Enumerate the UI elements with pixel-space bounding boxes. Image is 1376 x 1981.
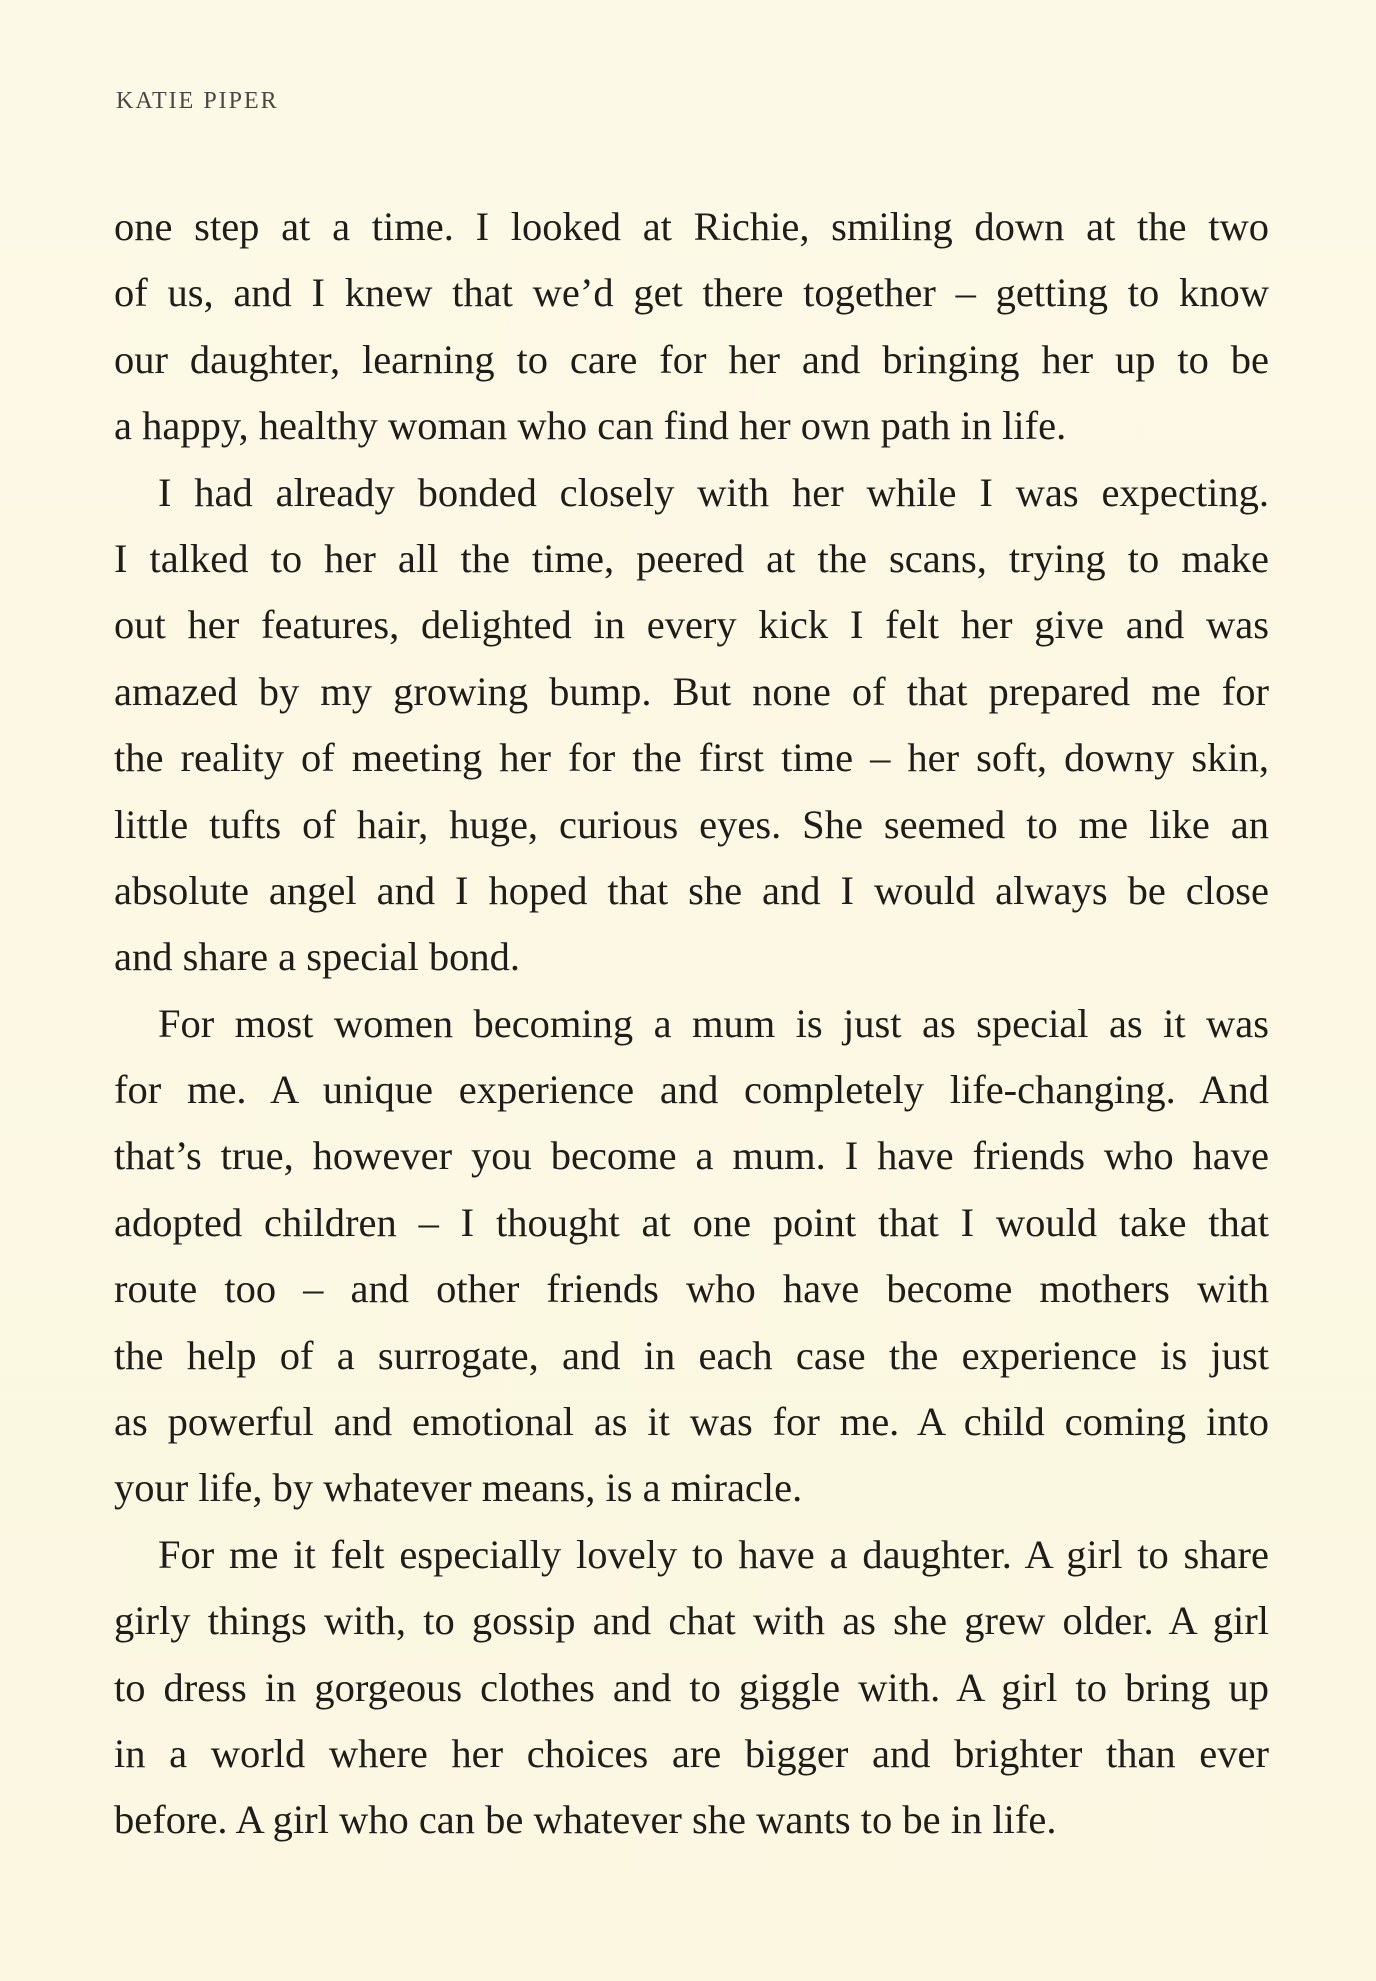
paragraph bbox=[114, 1522, 1269, 1854]
text-line: out her features, delighted in every kick I felt her give and was bbox=[114, 602, 1269, 648]
text-line: of us, and I knew that we’d get there together – getting to know bbox=[114, 270, 1269, 316]
text-line: and share a special bond. bbox=[114, 934, 520, 980]
text-line: adopted children – I thought at one point that I would take that bbox=[114, 1199, 1269, 1245]
text-line: before. A girl who can be whatever she wants to be in life. bbox=[114, 1797, 1057, 1843]
text-line: in a world where her choices are bigger and brighter than ever bbox=[114, 1730, 1269, 1776]
text-line: amazed by my growing bump. But none of that prepared me for bbox=[114, 668, 1269, 714]
text-line: For most women becoming a mum is just as special as it was bbox=[158, 1000, 1269, 1046]
text-line: that’s true, however you become a mum. I have friends who have bbox=[114, 1133, 1269, 1179]
text-line: a happy, healthy woman who can find her own path in life. bbox=[114, 403, 1067, 449]
paragraph bbox=[114, 460, 1269, 991]
text-line: as powerful and emotional as it was for me. A child coming into bbox=[114, 1399, 1269, 1445]
text-line: absolute angel and I hoped that she and I would always be close bbox=[114, 867, 1269, 913]
body-text bbox=[114, 194, 1269, 1854]
paragraph bbox=[114, 991, 1269, 1522]
text-line: route too – and other friends who have become mothers with bbox=[114, 1266, 1269, 1312]
text-line: little tufts of hair, huge, curious eyes. She seemed to me like an bbox=[114, 801, 1269, 847]
text-line: our daughter, learning to care for her and bringing her up to be bbox=[114, 336, 1269, 382]
running-head: KATIE PIPER bbox=[116, 88, 279, 114]
text-line: For me it felt especially lovely to have a daughter. A girl to share bbox=[158, 1531, 1269, 1577]
text-line: I had already bonded closely with her while I was expecting. bbox=[158, 469, 1269, 515]
text-line: I talked to her all the time, peered at the scans, trying to make bbox=[114, 535, 1269, 581]
text-line: for me. A unique experience and completely life-changing. And bbox=[114, 1067, 1269, 1113]
text-line: the reality of meeting her for the first time – her soft, downy skin, bbox=[114, 735, 1269, 781]
text-line: girly things with, to gossip and chat with as she grew older. A girl bbox=[114, 1598, 1269, 1644]
text-line: to dress in gorgeous clothes and to giggle with. A girl to bring up bbox=[114, 1664, 1269, 1710]
text-line: one step at a time. I looked at Richie, smiling down at the two bbox=[114, 204, 1269, 249]
text-line: your life, by whatever means, is a miracle. bbox=[114, 1465, 803, 1511]
paragraph bbox=[114, 194, 1269, 460]
text-line: the help of a surrogate, and in each case the experience is just bbox=[114, 1332, 1269, 1378]
